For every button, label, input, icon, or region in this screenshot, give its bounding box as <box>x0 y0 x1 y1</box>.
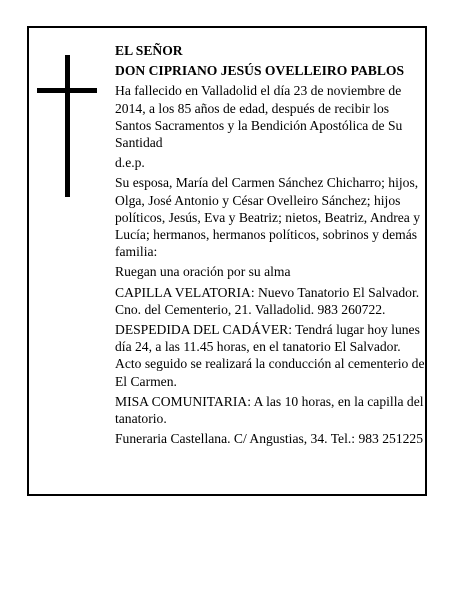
cross-vertical-bar <box>65 55 70 197</box>
farewell-info: DESPEDIDA DEL CADÁVER: Tendrá lugar hoy lunes día 24, a las 11.45 horas, en el tanatorio El Salvador. Acto seguido se realizará la conducción al cementerio de El Carmen. <box>115 322 425 389</box>
obituary-notice <box>27 26 427 496</box>
mass-info: MISA COMUNITARIA: A las 10 horas, en la capilla del tanatorio. <box>115 393 424 427</box>
prayer-request: Ruegan una oración por su alma <box>115 264 291 280</box>
funeral-home-info: Funeraria Castellana. C/ Angustias, 34. Tel.: 983 251225 <box>115 431 424 447</box>
cross-icon <box>37 55 97 197</box>
obituary-text <box>115 42 425 447</box>
death-announcement: Ha fallecido en Valladolid el día 23 de noviembre de 2014, a los 85 años de edad, después de recibir los Santos Sacramentos y la Bendición Apostólica de Su Santidad <box>115 83 403 151</box>
chapel-info: CAPILLA VELATORIA: Nuevo Tanatorio El Salvador. Cno. del Cementerio, 21. Valladolid. 983 260722. <box>115 284 420 317</box>
obituary-title: EL SEÑOR <box>115 43 183 58</box>
deceased-name: DON CIPRIANO JESÚS OVELLEIRO PABLOS <box>115 63 405 79</box>
cross-horizontal-bar <box>37 88 97 93</box>
family-list: Su esposa, María del Carmen Sánchez Chicharro; hijos, Olga, José Antonio y César Ovelleiro Sánchez; hijos políticos, Jesús, Eva y Beatriz; nietos, Beatriz, Andrea y Lucía; hermanos, hermanos políticos, sobrinos y demás familia: <box>115 175 421 260</box>
rest-in-peace: d.e.p. <box>115 155 145 171</box>
